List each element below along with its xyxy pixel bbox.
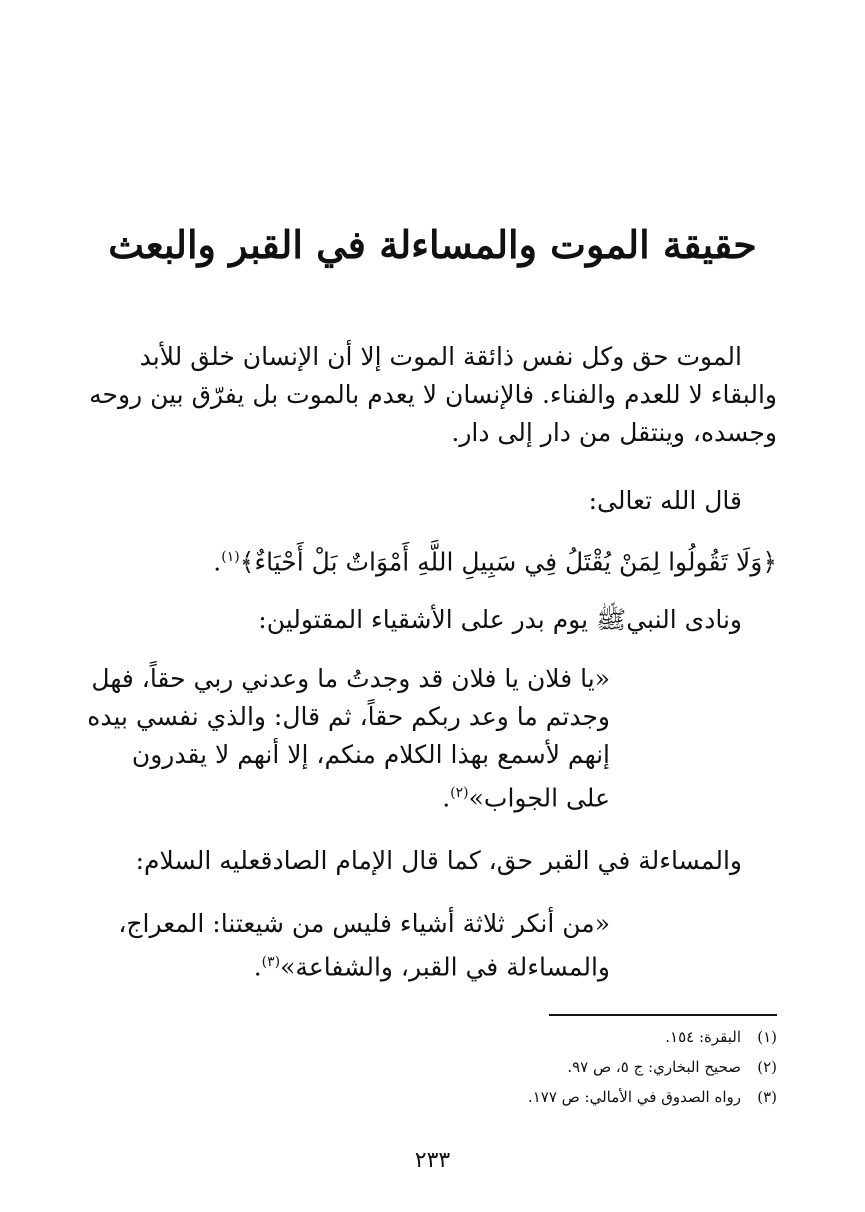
footnote-ref: (١): [221, 549, 240, 565]
footnote-text: البقرة: ١٥٤.: [665, 1028, 741, 1046]
quran-verse: [117, 538, 777, 581]
hadith-line: إنهم لأسمع بهذا الكلام منكم، إلا أنهم لا يقدرون: [131, 740, 610, 769]
allah-said-line: قال الله تعالى:: [588, 486, 742, 515]
paragraph-line: والبقاء لا للعدم والفناء. فالإنسان لا يعدم بالموت بل يفرّق بين روحه: [89, 380, 777, 409]
footnote-item: [377, 1084, 777, 1111]
hadith-badr: [85, 660, 610, 817]
footnote-divider: [549, 1014, 777, 1016]
hadith-sadiq: [85, 905, 610, 986]
footnote-text: رواه الصدوق في الأمالي: ص ١٧٧.: [527, 1088, 741, 1106]
verse-end: .: [213, 547, 222, 577]
footnote-text: صحيح البخاري: ج ٥، ص ٩٧.: [567, 1058, 741, 1076]
hadith-line: وجدتم ما وعد ربكم حقاً، ثم قال: والذي نفسي بيده: [87, 702, 610, 731]
chapter-title: حقيقة الموت والمساءلة في القبر والبعث: [108, 222, 757, 267]
footnote-number: (١): [757, 1028, 777, 1046]
footnote-ref: (٢): [450, 785, 469, 801]
hadith-line-last: [85, 774, 610, 817]
hadith-line: «من أنكر ثلاثة أشياء فليس من شيعتنا: المعراج،: [118, 909, 610, 938]
hadith-text: والمساءلة في القبر، والشفاعة»: [280, 952, 610, 982]
page-number: ٢٣٣: [414, 1148, 451, 1173]
footnote-item: [377, 1054, 777, 1081]
paragraph-line: وجسده، وينتقل من دار إلى دار.: [451, 418, 777, 447]
footnote-number: (٣): [757, 1088, 777, 1106]
hadith-line: «يا فلان يا فلان قد وجدتُ ما وعدني ربي حقاً، فهل: [91, 664, 610, 693]
hadith-text: على الجواب»: [468, 783, 610, 813]
footnote-ref: (٣): [261, 954, 281, 970]
paragraph-death: [87, 338, 777, 452]
hadith-end: .: [442, 783, 451, 813]
footnote-number: (٢): [757, 1058, 777, 1076]
paragraph-line: الموت حق وكل نفس ذائقة الموت إلا أن الإنسان خلق للأبد: [139, 342, 742, 371]
verse-text: ﴿وَلَا تَقُولُوا لِمَنْ يُقْتَلُ فِي سَبِيلِ اللَّهِ أَمْوَاتٌ بَلْ أَحْيَاءٌ﴾: [239, 547, 777, 577]
hadith-line-last: [85, 943, 610, 986]
prophet-called-line: ونادى النبيﷺ يوم بدر على الأشقياء المقتولين:: [258, 605, 742, 634]
hadith-end: .: [253, 952, 262, 982]
questioning-line: والمساءلة في القبر حق، كما قال الإمام الصادقعليه السلام:: [135, 846, 742, 875]
footnote-item: [377, 1024, 777, 1051]
